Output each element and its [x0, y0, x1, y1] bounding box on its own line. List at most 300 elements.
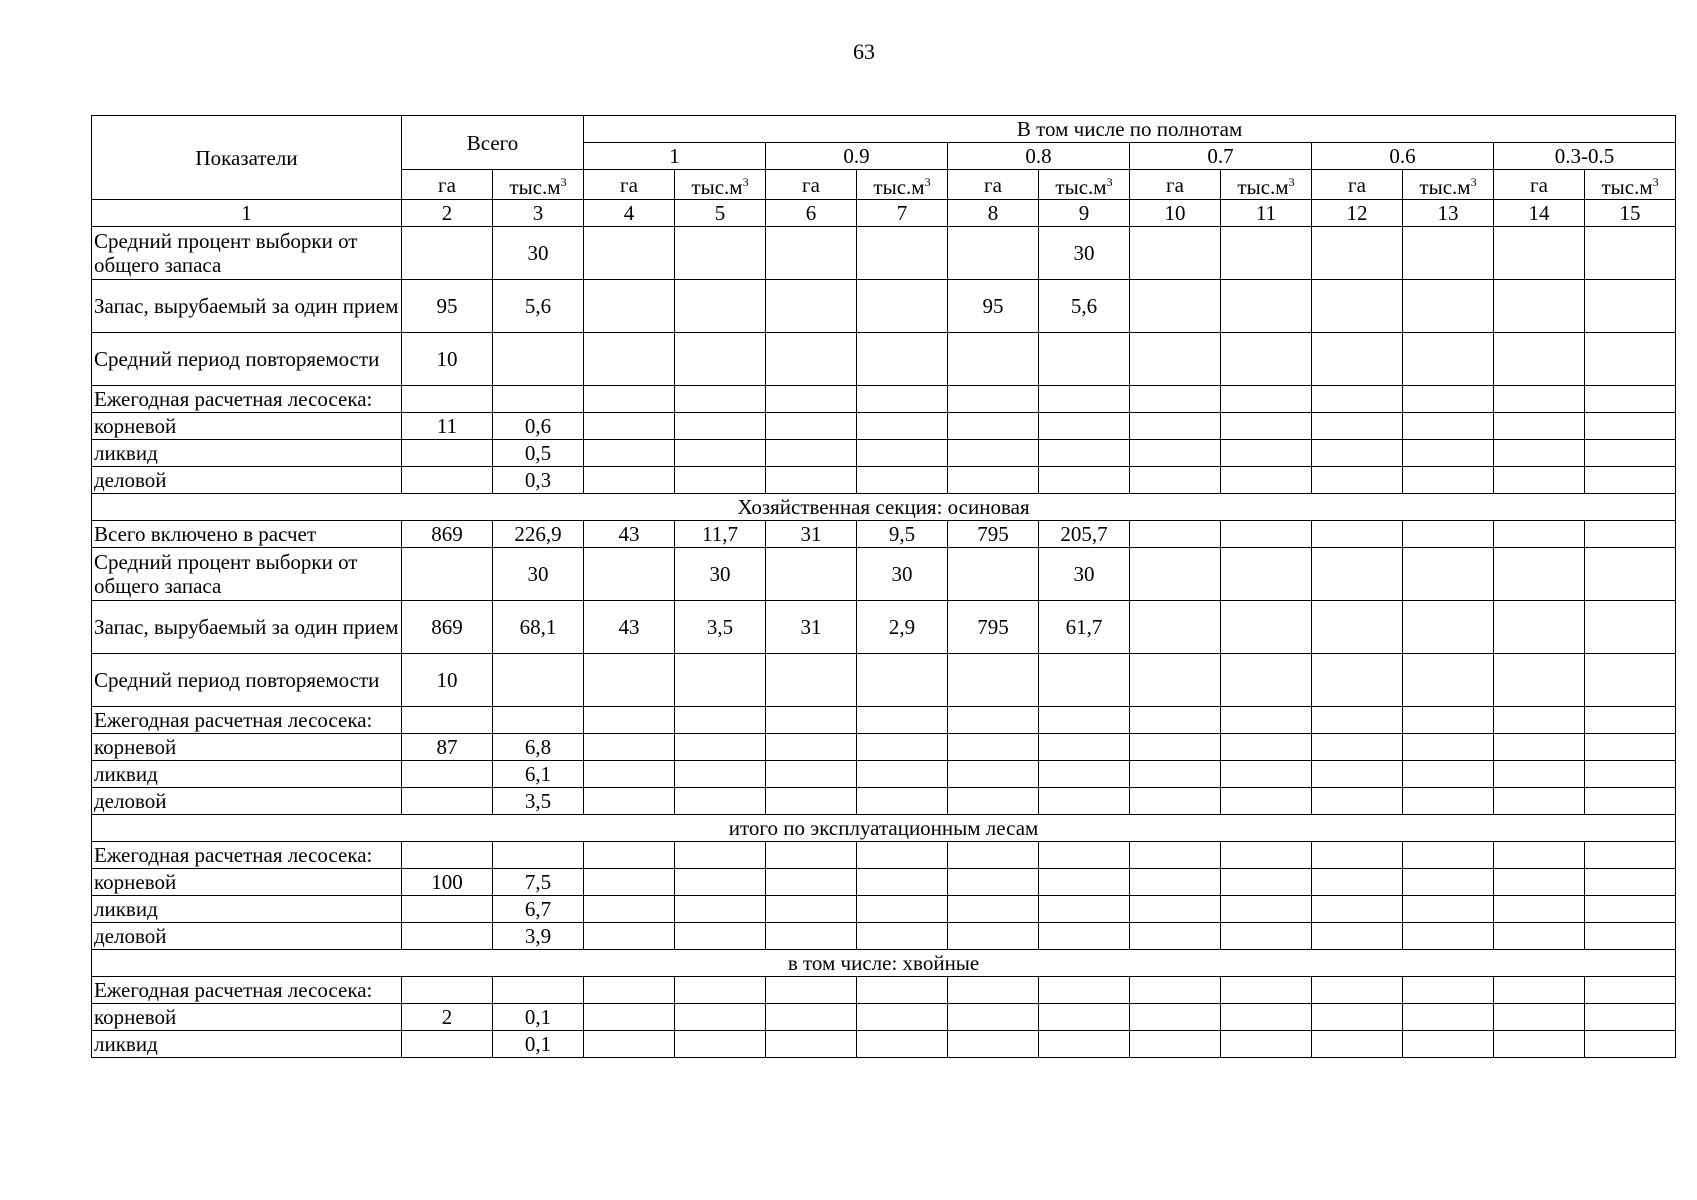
table-cell [948, 548, 1039, 601]
header-unit-volume: $тыс.м^3$ [1403, 170, 1494, 200]
table-cell: 11 [402, 413, 493, 440]
table-cell [1585, 896, 1676, 923]
table-cell: 6,7 [493, 896, 584, 923]
table-cell [1130, 413, 1221, 440]
table-cell [1130, 707, 1221, 734]
table-cell [584, 761, 675, 788]
table-cell [493, 654, 584, 707]
table-cell [584, 842, 675, 869]
table-cell: 95 [948, 280, 1039, 333]
table-cell [1221, 869, 1312, 896]
table-cell [766, 280, 857, 333]
table-cell [1494, 601, 1585, 654]
table-cell [948, 923, 1039, 950]
table-cell [1221, 413, 1312, 440]
header-unit-volume: $тыс.м^3$ [675, 170, 766, 200]
table-cell [402, 440, 493, 467]
table-cell [584, 707, 675, 734]
table-cell: 9,5 [857, 521, 948, 548]
table-cell [948, 333, 1039, 386]
table-cell [766, 413, 857, 440]
table-cell [1403, 333, 1494, 386]
table-cell [1585, 977, 1676, 1004]
column-number: 7 [857, 200, 948, 227]
table-cell [766, 788, 857, 815]
header-unit-ha: га [766, 170, 857, 200]
table-cell [493, 842, 584, 869]
table-cell [766, 842, 857, 869]
table-cell [675, 1031, 766, 1058]
table-cell: 30 [857, 548, 948, 601]
table-cell [857, 1004, 948, 1031]
table-cell [1403, 896, 1494, 923]
table-cell [766, 761, 857, 788]
table-cell [857, 1031, 948, 1058]
table-cell [1221, 734, 1312, 761]
table-cell [1221, 654, 1312, 707]
table-cell: 7,5 [493, 869, 584, 896]
table-cell [1039, 842, 1130, 869]
table-cell [1312, 227, 1403, 280]
table-cell [857, 788, 948, 815]
table-cell [1130, 521, 1221, 548]
table-cell [584, 386, 675, 413]
table-cell [584, 896, 675, 923]
table-row [92, 869, 1676, 896]
table-cell [766, 1031, 857, 1058]
table-cell [493, 707, 584, 734]
table-cell [948, 734, 1039, 761]
table-cell [1585, 413, 1676, 440]
table-cell [1221, 896, 1312, 923]
table-row [92, 601, 1676, 654]
header-unit-volume: $тыс.м^3$ [1585, 170, 1676, 200]
table-cell: 869 [402, 521, 493, 548]
table-cell [1312, 440, 1403, 467]
table-cell [1312, 842, 1403, 869]
table-cell [1312, 788, 1403, 815]
table-cell [766, 707, 857, 734]
table-cell [1585, 761, 1676, 788]
table-cell: 30 [675, 548, 766, 601]
table-cell [1039, 333, 1130, 386]
header-density-1: 0.9 [766, 143, 948, 170]
table-cell [1494, 734, 1585, 761]
row-label: деловой [92, 923, 402, 950]
table-cell [584, 734, 675, 761]
table-cell: 0,5 [493, 440, 584, 467]
table-cell [766, 440, 857, 467]
row-label: корневой [92, 869, 402, 896]
table-row [92, 521, 1676, 548]
table-cell [766, 227, 857, 280]
table-cell [948, 896, 1039, 923]
table-cell [857, 707, 948, 734]
table-cell [1403, 654, 1494, 707]
table-cell [1312, 977, 1403, 1004]
table-cell: 100 [402, 869, 493, 896]
table-cell: 30 [493, 227, 584, 280]
column-number: 9 [1039, 200, 1130, 227]
table-row [92, 654, 1676, 707]
table-cell [1585, 467, 1676, 494]
table-cell: 6,8 [493, 734, 584, 761]
table-cell [766, 977, 857, 1004]
table-cell [1312, 521, 1403, 548]
table-row [92, 923, 1676, 950]
table-cell [1221, 548, 1312, 601]
table-cell [1312, 734, 1403, 761]
header-indicators: Показатели [92, 116, 402, 200]
section-row [92, 815, 1676, 842]
table-cell [766, 1004, 857, 1031]
table-cell [1221, 227, 1312, 280]
table-cell: 31 [766, 601, 857, 654]
table-cell [675, 977, 766, 1004]
table-cell [1221, 923, 1312, 950]
table-cell [766, 654, 857, 707]
table-cell [1585, 548, 1676, 601]
table-cell [675, 654, 766, 707]
table-cell [1585, 1004, 1676, 1031]
table-cell [1221, 1031, 1312, 1058]
row-label: Запас, вырубаемый за один прием [92, 601, 402, 654]
table-row [92, 977, 1676, 1004]
column-number: 11 [1221, 200, 1312, 227]
table-cell: 0,3 [493, 467, 584, 494]
table-cell [1130, 601, 1221, 654]
table-cell [675, 734, 766, 761]
table-cell [584, 413, 675, 440]
table-cell [1221, 707, 1312, 734]
table-cell [948, 869, 1039, 896]
table-cell: 43 [584, 521, 675, 548]
table-cell [584, 1031, 675, 1058]
row-label: деловой [92, 788, 402, 815]
table-cell [1585, 869, 1676, 896]
table-cell: 61,7 [1039, 601, 1130, 654]
table-cell [948, 1031, 1039, 1058]
table-cell [1221, 601, 1312, 654]
header-unit-ha: га [1494, 170, 1585, 200]
table-cell [1494, 440, 1585, 467]
table-cell [1039, 869, 1130, 896]
table-cell [1221, 1004, 1312, 1031]
table-cell [1585, 734, 1676, 761]
table-cell: 30 [1039, 227, 1130, 280]
table-cell [1039, 1004, 1130, 1031]
table-cell [402, 707, 493, 734]
table-cell [857, 869, 948, 896]
table-cell [1130, 734, 1221, 761]
table-cell [1221, 521, 1312, 548]
table-cell: 31 [766, 521, 857, 548]
table-cell [948, 707, 1039, 734]
table-cell [1585, 333, 1676, 386]
table-cell [1585, 654, 1676, 707]
table-cell [675, 896, 766, 923]
table-cell [1221, 977, 1312, 1004]
table-cell [766, 869, 857, 896]
table-cell [1039, 707, 1130, 734]
table-cell [1312, 896, 1403, 923]
table-cell [1494, 333, 1585, 386]
table-cell [766, 333, 857, 386]
table-cell [766, 734, 857, 761]
table-cell [402, 788, 493, 815]
table-cell [1494, 707, 1585, 734]
table-cell: 11,7 [675, 521, 766, 548]
table-cell [1585, 227, 1676, 280]
table-cell [1130, 788, 1221, 815]
table-cell [857, 280, 948, 333]
table-row [92, 280, 1676, 333]
table-cell [584, 654, 675, 707]
table-cell [1403, 842, 1494, 869]
table-cell [1494, 977, 1585, 1004]
table-cell [1403, 977, 1494, 1004]
table-cell [1312, 654, 1403, 707]
table-cell: 205,7 [1039, 521, 1130, 548]
table-cell [675, 440, 766, 467]
table-cell [857, 440, 948, 467]
table-cell: 30 [493, 548, 584, 601]
table-cell [675, 413, 766, 440]
table-cell [1130, 1004, 1221, 1031]
header-density-3: 0.7 [1130, 143, 1312, 170]
table-cell [584, 977, 675, 1004]
table-cell [1585, 440, 1676, 467]
table-cell [1494, 227, 1585, 280]
table-cell [1221, 333, 1312, 386]
row-label: Всего включено в расчет [92, 521, 402, 548]
table-cell: 43 [584, 601, 675, 654]
table-cell [1312, 280, 1403, 333]
table-cell [857, 761, 948, 788]
table-cell [1312, 707, 1403, 734]
table-cell [402, 1031, 493, 1058]
table-cell [1221, 761, 1312, 788]
table-cell: 10 [402, 654, 493, 707]
column-number: 12 [1312, 200, 1403, 227]
table-cell [1221, 467, 1312, 494]
table-cell [402, 548, 493, 601]
row-label: Ежегодная расчетная лесосека: [92, 386, 402, 413]
table-cell [493, 333, 584, 386]
table-cell: 30 [1039, 548, 1130, 601]
table-cell [1585, 923, 1676, 950]
table-cell [1403, 788, 1494, 815]
table-cell: 5,6 [1039, 280, 1130, 333]
table-cell [675, 761, 766, 788]
table-row [92, 896, 1676, 923]
row-label: Средний процент выборки от общего запаса [92, 548, 402, 601]
table-cell: 226,9 [493, 521, 584, 548]
table-cell [1130, 1031, 1221, 1058]
table-cell [675, 1004, 766, 1031]
table-cell [1403, 548, 1494, 601]
table-cell [1494, 467, 1585, 494]
table-cell [1494, 896, 1585, 923]
row-label: Средний процент выборки от общего запаса [92, 227, 402, 280]
table-row [92, 548, 1676, 601]
table-cell [1403, 923, 1494, 950]
table-cell: 5,6 [493, 280, 584, 333]
table-cell [493, 386, 584, 413]
table-header [92, 116, 1676, 227]
table-cell [1130, 923, 1221, 950]
header-unit-volume: $тыс.м^3$ [1039, 170, 1130, 200]
header-unit-volume: $тыс.м^3$ [857, 170, 948, 200]
table-cell [1130, 227, 1221, 280]
table-cell [857, 896, 948, 923]
table-cell [1130, 654, 1221, 707]
table-cell [1494, 1031, 1585, 1058]
header-total: Всего [402, 116, 584, 170]
table-cell [1039, 413, 1130, 440]
table-cell [1403, 386, 1494, 413]
table-cell [1221, 386, 1312, 413]
column-number: 3 [493, 200, 584, 227]
header-unit-ha: га [402, 170, 493, 200]
table-cell [1403, 869, 1494, 896]
table-cell: 3,5 [675, 601, 766, 654]
table-cell [402, 923, 493, 950]
table-cell [1130, 440, 1221, 467]
table-row [92, 788, 1676, 815]
table-cell [1585, 1031, 1676, 1058]
column-number: 10 [1130, 200, 1221, 227]
table-cell [584, 280, 675, 333]
table-cell [1312, 386, 1403, 413]
table-cell [1494, 386, 1585, 413]
table-cell: 68,1 [493, 601, 584, 654]
header-density-5: 0.3-0.5 [1494, 143, 1676, 170]
table-cell [675, 842, 766, 869]
section-row [92, 950, 1676, 977]
table-cell [1494, 923, 1585, 950]
table-cell [1403, 280, 1494, 333]
table-body [92, 227, 1676, 1058]
table-cell [1494, 869, 1585, 896]
table-cell [1039, 977, 1130, 1004]
table-row [92, 386, 1676, 413]
table-cell [402, 977, 493, 1004]
row-label: ликвид [92, 1031, 402, 1058]
table-cell [584, 227, 675, 280]
column-number: 8 [948, 200, 1039, 227]
table-cell [857, 977, 948, 1004]
header-unit-volume: $тыс.м^3$ [1221, 170, 1312, 200]
table-cell [948, 440, 1039, 467]
table-cell [1585, 280, 1676, 333]
header-unit-ha: га [584, 170, 675, 200]
table-cell [1312, 548, 1403, 601]
table-cell [584, 467, 675, 494]
table-cell [675, 707, 766, 734]
table-cell [1494, 788, 1585, 815]
table-cell: 6,1 [493, 761, 584, 788]
table-cell [948, 842, 1039, 869]
table-cell [1130, 761, 1221, 788]
table-cell [1039, 788, 1130, 815]
header-unit-ha: га [948, 170, 1039, 200]
table-cell [1494, 1004, 1585, 1031]
table-cell [857, 923, 948, 950]
header-column-numbers [92, 200, 1676, 227]
table-cell [948, 467, 1039, 494]
table-cell [1403, 413, 1494, 440]
table-cell [584, 788, 675, 815]
table-cell [1403, 1004, 1494, 1031]
table-cell [1312, 333, 1403, 386]
table-row [92, 842, 1676, 869]
table-cell [584, 869, 675, 896]
cutting-area-table [91, 115, 1676, 1058]
table-cell [1494, 761, 1585, 788]
section-title: в том числе: хвойные [92, 950, 1676, 977]
table-cell [675, 280, 766, 333]
table-cell [675, 467, 766, 494]
row-label: Ежегодная расчетная лесосека: [92, 842, 402, 869]
table-cell: 3,5 [493, 788, 584, 815]
table-cell [1221, 440, 1312, 467]
row-label: корневой [92, 413, 402, 440]
table-cell [1039, 896, 1130, 923]
table-cell [1494, 521, 1585, 548]
column-number: 6 [766, 200, 857, 227]
row-label: Средний период повторяемости [92, 333, 402, 386]
table-row [92, 467, 1676, 494]
table-cell [1403, 227, 1494, 280]
table-cell: 2,9 [857, 601, 948, 654]
header-density-0: 1 [584, 143, 766, 170]
table-cell [1403, 734, 1494, 761]
row-label: Запас, вырубаемый за один прием [92, 280, 402, 333]
table-cell [584, 1004, 675, 1031]
table-cell [675, 227, 766, 280]
table-cell [857, 734, 948, 761]
table-cell [402, 761, 493, 788]
table-cell [675, 386, 766, 413]
table-cell [1403, 601, 1494, 654]
header-unit-ha: га [1130, 170, 1221, 200]
table-cell [1130, 896, 1221, 923]
table-cell [1312, 761, 1403, 788]
table-cell [766, 923, 857, 950]
table-cell [948, 788, 1039, 815]
table-cell [948, 386, 1039, 413]
table-cell [857, 467, 948, 494]
table-cell [1130, 333, 1221, 386]
column-number: 15 [1585, 200, 1676, 227]
row-label: Ежегодная расчетная лесосека: [92, 707, 402, 734]
table-cell [948, 413, 1039, 440]
table-cell [1494, 280, 1585, 333]
table-cell [1585, 521, 1676, 548]
table-cell [1039, 923, 1130, 950]
table-cell [402, 842, 493, 869]
table-cell [402, 386, 493, 413]
table-cell [675, 788, 766, 815]
header-density-2: 0.8 [948, 143, 1130, 170]
table-cell [1585, 386, 1676, 413]
table-cell [1494, 654, 1585, 707]
table-cell: 869 [402, 601, 493, 654]
table-cell [402, 896, 493, 923]
table-cell [1130, 467, 1221, 494]
table-cell [1585, 707, 1676, 734]
